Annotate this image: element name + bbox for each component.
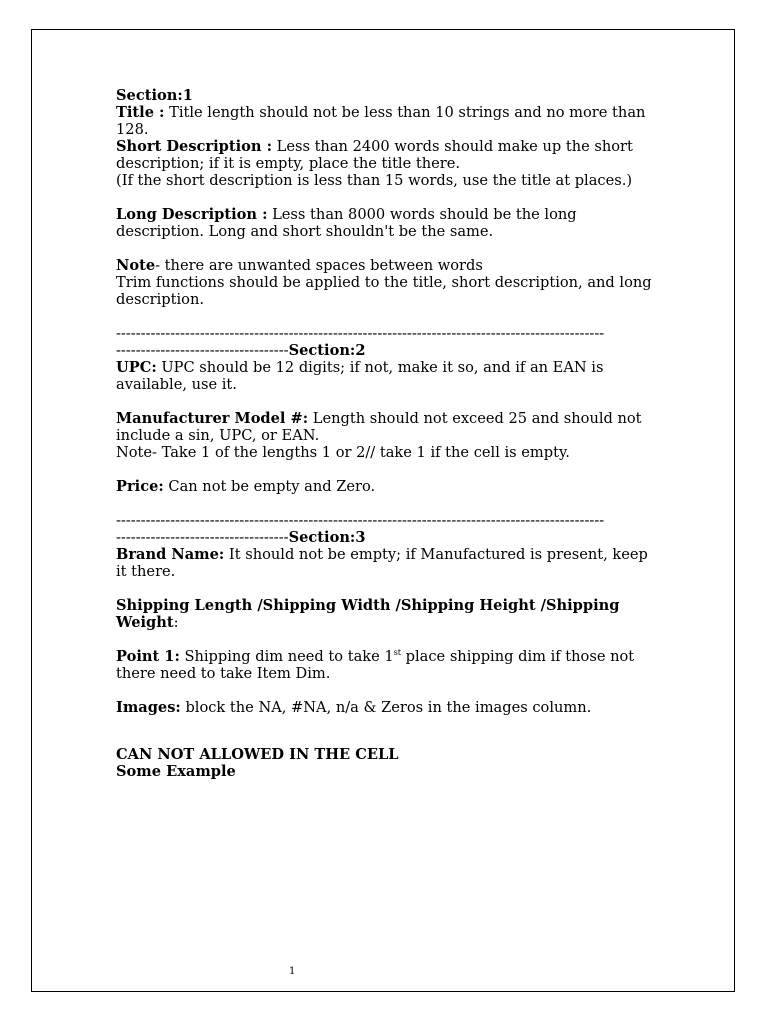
cannot-allowed-heading: CAN NOT ALLOWED IN THE CELL xyxy=(116,746,399,763)
shipping-heading: Shipping Length /Shipping Width /Shipping Height /Shipping Weight: xyxy=(116,597,620,631)
shipping-colon: : xyxy=(173,614,179,631)
document-body xyxy=(116,87,656,780)
short-description-rule xyxy=(116,138,656,172)
note-text: - there are unwanted spaces between words xyxy=(155,257,483,274)
section-2-heading: Section:2 xyxy=(288,342,366,359)
short-description-label: Short Description : xyxy=(116,138,272,155)
price-rule xyxy=(116,478,656,495)
title-rule xyxy=(116,104,656,138)
long-description-text: Less than 8000 words should be the long description. Long and short shouldn't be the same. xyxy=(116,206,577,240)
long-description-label: Long Description : xyxy=(116,206,268,223)
price-text: Can not be empty and Zero. xyxy=(163,478,376,495)
some-example-heading: Some Example xyxy=(116,763,236,780)
divider-line-2: --------------------------------------------------------------------------------------------------- xyxy=(116,512,605,529)
model-rule xyxy=(116,410,656,444)
long-description-rule xyxy=(116,206,656,240)
note-label: Note xyxy=(116,257,156,274)
model-label: Manufacturer Model #: xyxy=(116,410,309,427)
section-1-heading: Section:1 xyxy=(116,87,193,104)
section-3-heading: Section:3 xyxy=(288,529,366,546)
brand-rule xyxy=(116,546,656,580)
upc-rule xyxy=(116,359,656,393)
divider-line-1: --------------------------------------------------------------------------------------------------- xyxy=(116,325,605,342)
short-description-text: Less than 2400 words should make up the short description; if it is empty, place the title there. xyxy=(116,138,633,172)
brand-label: Brand Name: xyxy=(116,546,225,563)
images-label: Images: xyxy=(116,699,181,716)
model-note: Note- Take 1 of the lengths 1 or 2// take 1 if the cell is empty. xyxy=(116,444,570,461)
point-1-rule xyxy=(116,648,656,682)
divider-prefix-1: ----------------------------------- xyxy=(116,342,289,359)
spaces-note xyxy=(116,257,656,274)
model-text: Length should not exceed 25 and should not include a sin, UPC, or EAN. xyxy=(116,410,642,444)
brand-text: It should not be empty; if Manufactured is present, keep it there. xyxy=(116,546,648,580)
title-rule-text: Title length should not be less than 10 strings and no more than 128. xyxy=(116,104,646,138)
page-number: 1 xyxy=(289,966,296,977)
title-label: Title : xyxy=(116,104,165,121)
section-2-heading-line xyxy=(116,342,656,359)
point-1-superscript: st xyxy=(393,648,402,657)
trim-rule: Trim functions should be applied to the title, short description, and long description. xyxy=(116,274,652,308)
section-3-heading-line xyxy=(116,529,656,546)
short-description-note: (If the short description is less than 15 words, use the title at places.) xyxy=(116,172,633,189)
point-1-text-b: place shipping dim if those not there need to take Item Dim. xyxy=(116,648,635,682)
upc-label: UPC: xyxy=(116,359,157,376)
price-label: Price: xyxy=(116,478,164,495)
point-1-label: Point 1: xyxy=(116,648,180,665)
images-text: block the NA, #NA, n/a & Zeros in the images column. xyxy=(180,699,592,716)
divider-prefix-2: ----------------------------------- xyxy=(116,529,289,546)
images-rule xyxy=(116,699,656,716)
upc-text: UPC should be 12 digits; if not, make it so, and if an EAN is available, use it. xyxy=(116,359,604,393)
point-1-text-a: Shipping dim need to take 1 xyxy=(179,648,394,665)
